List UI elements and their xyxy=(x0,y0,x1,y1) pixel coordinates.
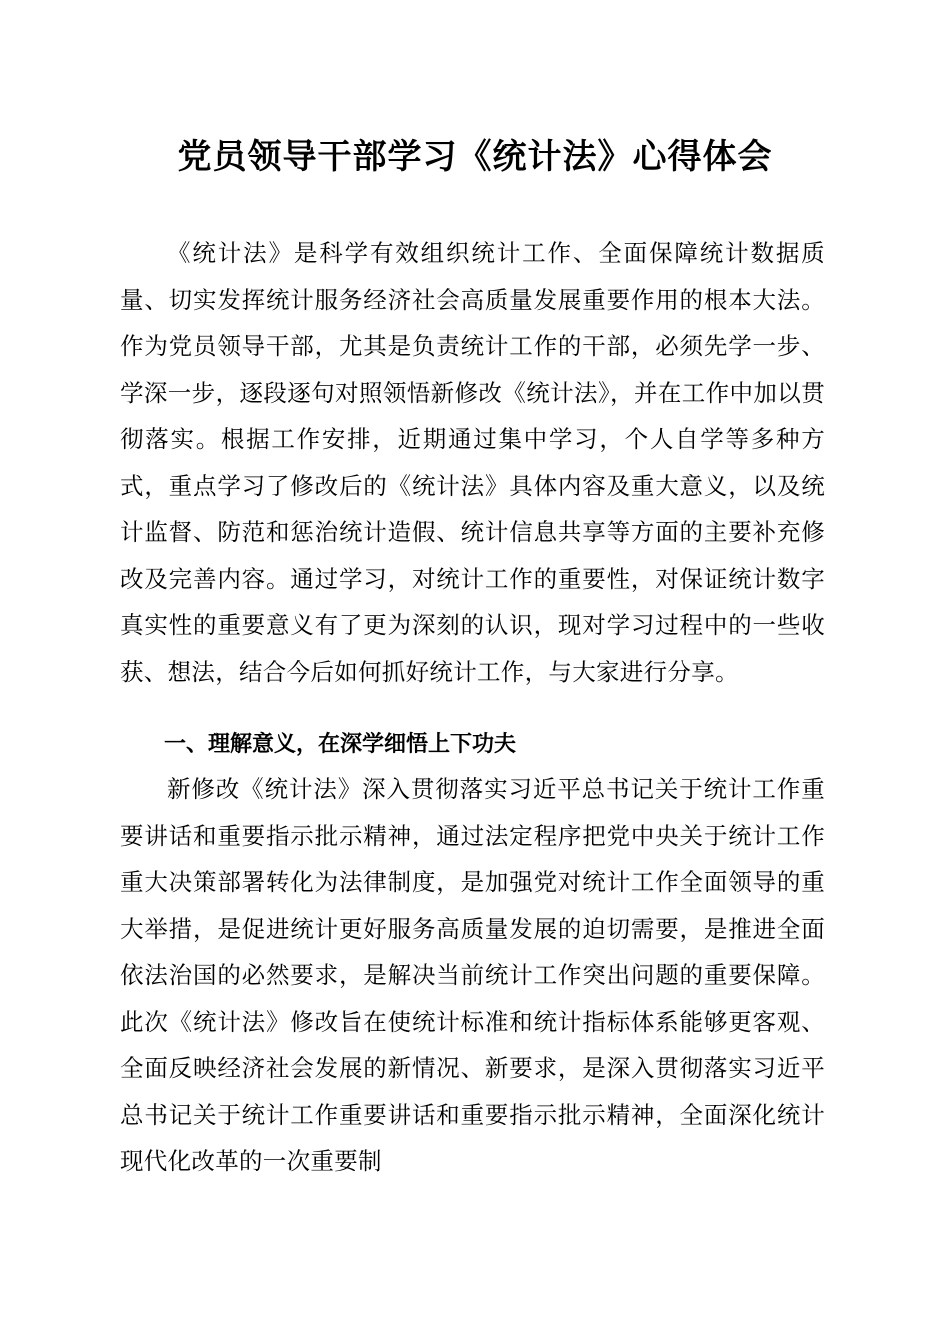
intro-paragraph: 《统计法》是科学有效组织统计工作、全面保障统计数据质量、切实发挥统计服务经济社会高质量发展重要作用的根本大法。作为党员领导干部，尤其是负责统计工作的干部，必须先学一步、学深一步，逐段逐句对照领悟新修改《统计法》，并在工作中加以贯彻落实。根据工作安排，近期通过集中学习，个人自学等多种方式，重点学习了修改后的《统计法》具体内容及重大意义，以及统计监督、防范和惩治统计造假、统计信息共享等方面的主要补充修改及完善内容。通过学习，对统计工作的重要性，对保证统计数字真实性的重要意义有了更为深刻的认识，现对学习过程中的一些收获、想法，结合今后如何抓好统计工作，与大家进行分享。 xyxy=(120,239,825,686)
section-heading-1: 一、理解意义，在深学细悟上下功夫 xyxy=(164,732,517,757)
section-1-paragraph: 新修改《统计法》深入贯彻落实习近平总书记关于统计工作重要讲话和重要指示批示精神，通过法定程序把党中央关于统计工作重大决策部署转化为法律制度，是加强党对统计工作全面领导的重大举措，是促进统计更好服务高质量发展的迫切需要，是推进全面依法治国的必然要求，是解决当前统计工作突出问题的重要保障。此次《统计法》修改旨在使统计标准和统计指标体系能够更客观、全面反映经济社会发展的新情况、新要求，是深入贯彻落实习近平总书记关于统计工作重要讲话和重要指示批示精神，全面深化统计现代化改革的一次重要制 xyxy=(120,775,825,1175)
document-title: 党员领导干部学习《统计法》心得体会 xyxy=(177,137,773,177)
